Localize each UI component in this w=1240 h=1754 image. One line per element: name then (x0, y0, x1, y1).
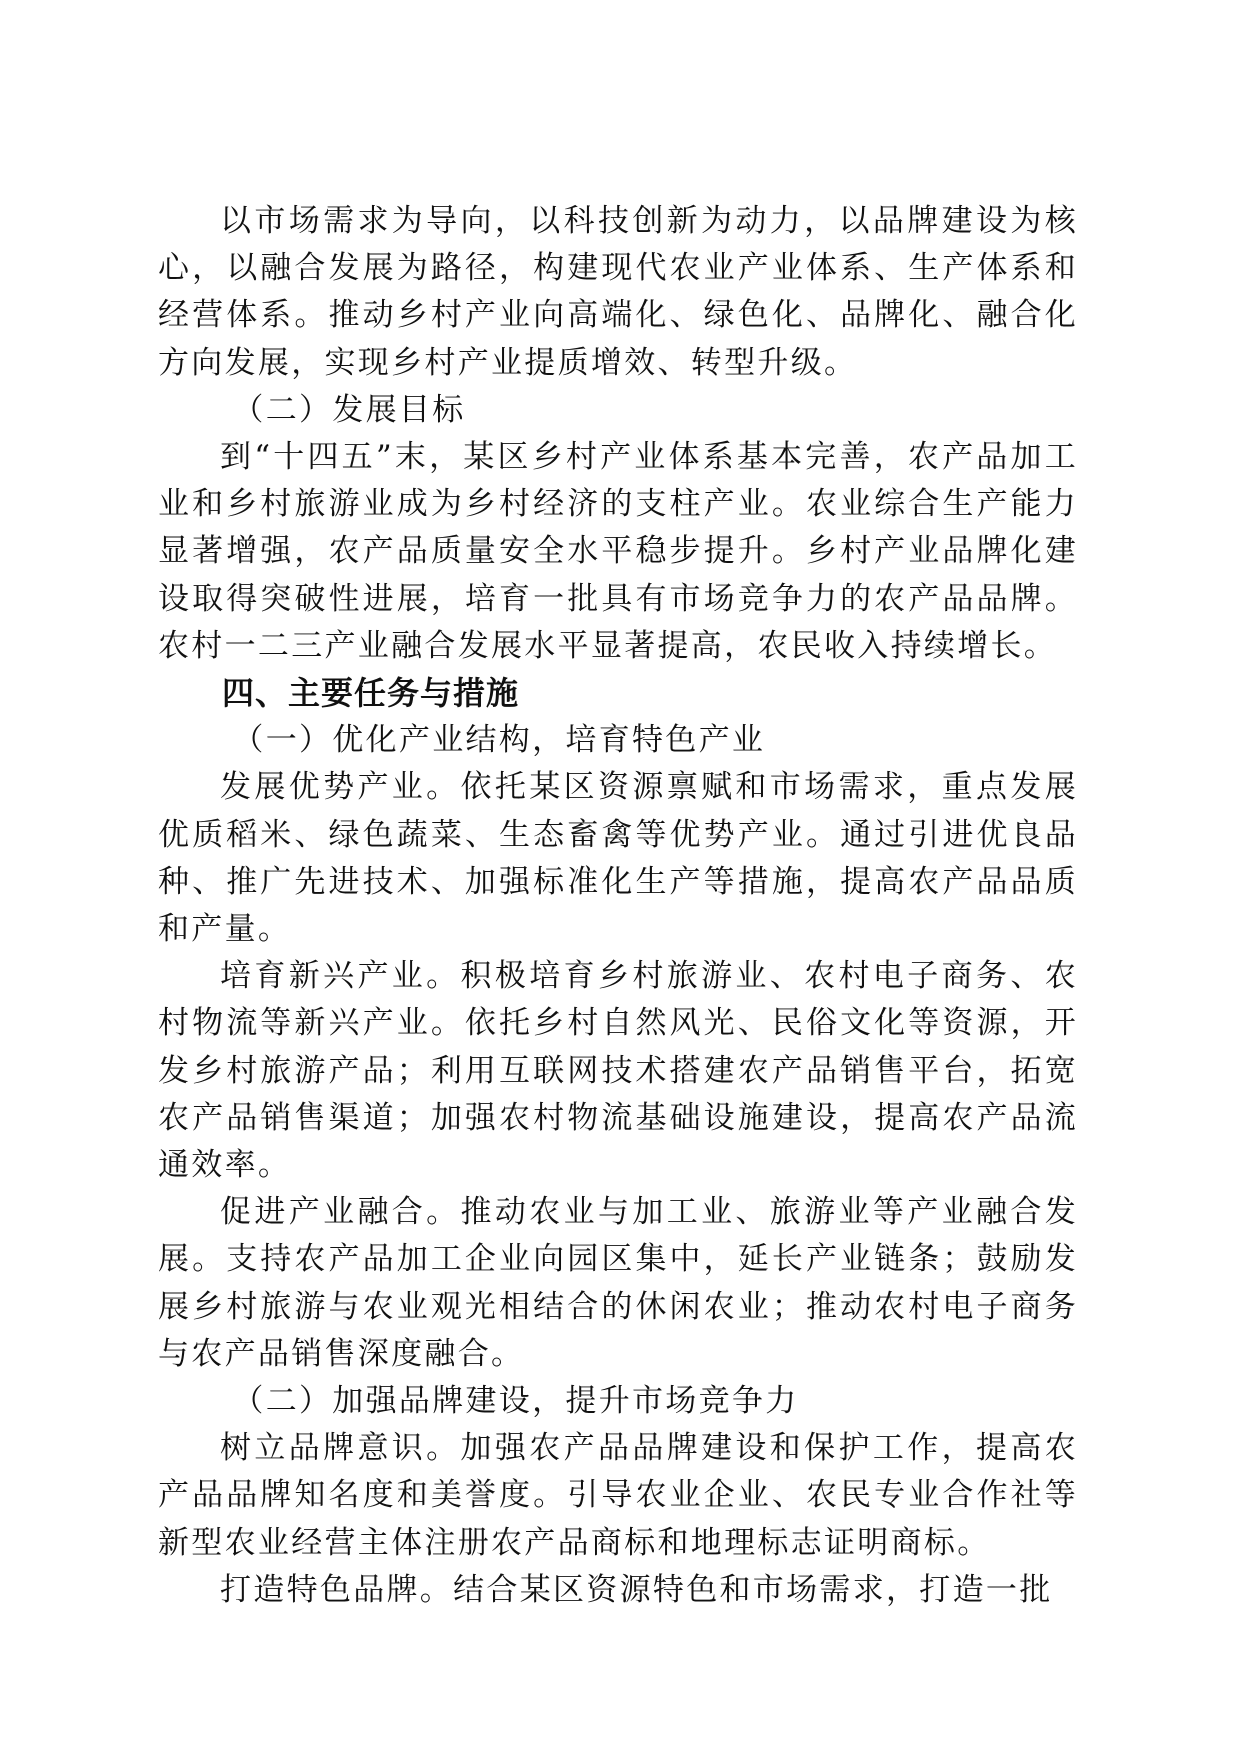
section-goal-paragraph: 到“十四五”末，某区乡村产业体系基本完善，农产品加工业和乡村旅游业成为乡村经济的支柱产业。农业综合生产能力显著增强，农产品质量安全水平稳步提升。乡村产业品牌化建设取得突破性进展，培育一批具有市场竞争力的农产品品牌。农村一二三产业融合发展水平显著提高，农民收入持续增长。 (158, 439, 1078, 664)
section-goal-title: （二）发展目标 (232, 391, 466, 428)
section1-paragraph-1: 发展优势产业。依托某区资源禀赋和市场需求，重点发展优质稻米、绿色蔬菜、生态畜禽等优势产业。通过引进优良品种、推广先进技术、加强标准化生产等措施，提高农产品品质和产量。 (158, 769, 1078, 948)
section1-paragraph-3: 促进产业融合。推动农业与加工业、旅游业等产业融合发展。支持农产品加工企业向园区集中，延长产业链条；鼓励发展乡村旅游与农业观光相结合的休闲农业；推动农村电子商务与农产品销售深度融合。 (158, 1194, 1078, 1372)
document-page (158, 198, 1078, 1614)
section2-paragraph-2: 打造特色品牌。结合某区资源特色和市场需求，打造一批 (220, 1571, 1053, 1608)
section2-title: （二）加强品牌建设，提升市场竞争力 (232, 1383, 799, 1420)
section2-paragraph-1: 树立品牌意识。加强农产品品牌建设和保护工作，提高农产品品牌知名度和美誉度。引导农业企业、农民专业合作社等新型农业经营主体注册农产品商标和地理标志证明商标。 (158, 1430, 1078, 1561)
section1-title: （一）优化产业结构，培育特色产业 (232, 722, 766, 759)
intro-paragraph: 以市场需求为导向，以科技创新为动力，以品牌建设为核心，以融合发展为路径，构建现代农业产业体系、生产体系和经营体系。推动乡村产业向高端化、绿色化、品牌化、融合化方向发展，实现乡村产业提质增效、转型升级。 (158, 203, 1078, 381)
chapter4-title: 四、主要任务与措施 (222, 674, 520, 713)
section1-paragraph-2: 培育新兴产业。积极培育乡村旅游业、农村电子商务、农村物流等新兴产业。依托乡村自然风光、民俗文化等资源，开发乡村旅游产品；利用互联网技术搭建农产品销售平台，拓宽农产品销售渠道；加强农村物流基础设施建设，提高农产品流通效率。 (158, 958, 1078, 1184)
